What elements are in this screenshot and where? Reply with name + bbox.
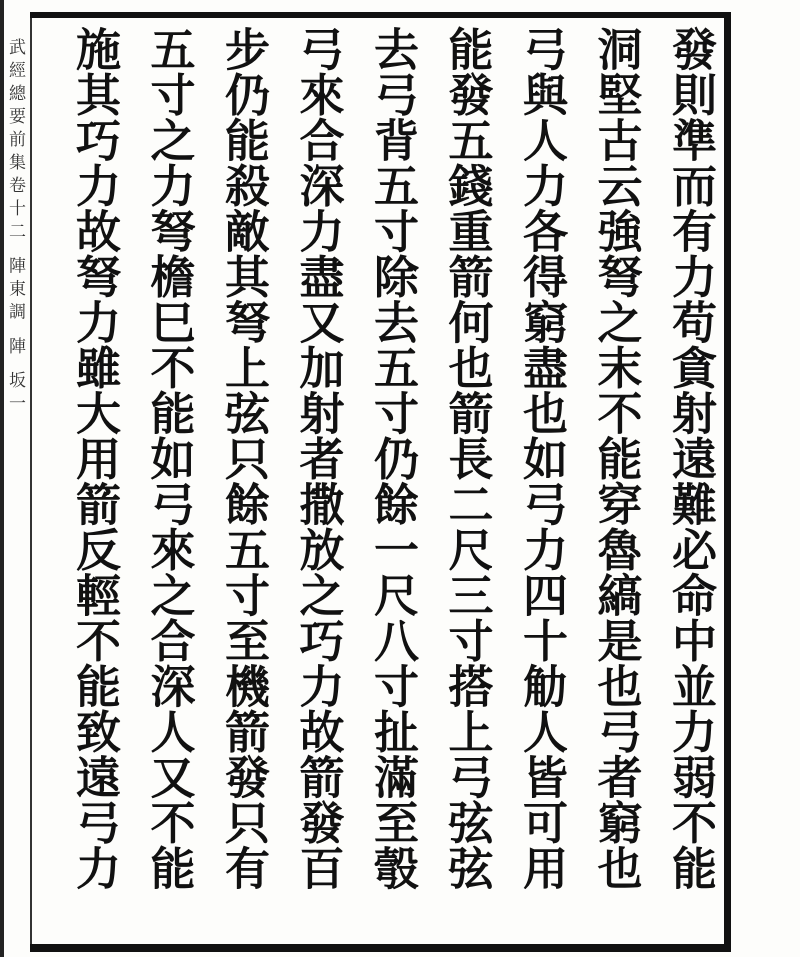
text-columns [60, 18, 722, 944]
text-column-4 [433, 18, 499, 944]
column-text: 步仍能殺敵其弩上弦只餘五寸至機箭發只有 [217, 26, 270, 891]
text-column-6 [284, 18, 350, 944]
margin-title: 武經總要前集卷十二 陣東調 陣 坂一 [5, 38, 25, 418]
column-text: 施其巧力故弩力雖大用箭反輕不能致遠弓力 [68, 26, 121, 891]
bottom-border-line [30, 944, 730, 952]
text-column-9 [60, 18, 126, 944]
column-text: 弓與人力各得窮盡也如弓力四十觔人皆可用 [515, 26, 568, 891]
margin-strip [4, 18, 30, 944]
column-text: 能發五錢重箭何也箭長二尺三寸搭上弓弦弦 [440, 26, 494, 891]
column-text: 洞堅古云強弩之末不能穿魯縞是也弓者窮也 [589, 26, 643, 891]
column-text: 五寸之力弩檐巳不能如弓來之合深人又不能 [142, 26, 196, 891]
text-column-2 [582, 18, 648, 944]
column-text: 弓來合深力盡又加射者撒放之巧力故箭發百 [291, 26, 345, 891]
column-text: 發則準而有力苟貪射遠難必命中並力弱不能 [664, 26, 717, 891]
text-column-3 [507, 18, 573, 944]
right-border-line [724, 12, 731, 952]
text-column-8 [135, 18, 201, 944]
left-border-line [30, 12, 32, 952]
text-column-1 [656, 18, 722, 944]
text-column-7 [209, 18, 275, 944]
text-column-5 [358, 18, 424, 944]
column-text: 去弓背五寸除去五寸仍餘一尺八寸扯滿至彀 [366, 26, 419, 891]
